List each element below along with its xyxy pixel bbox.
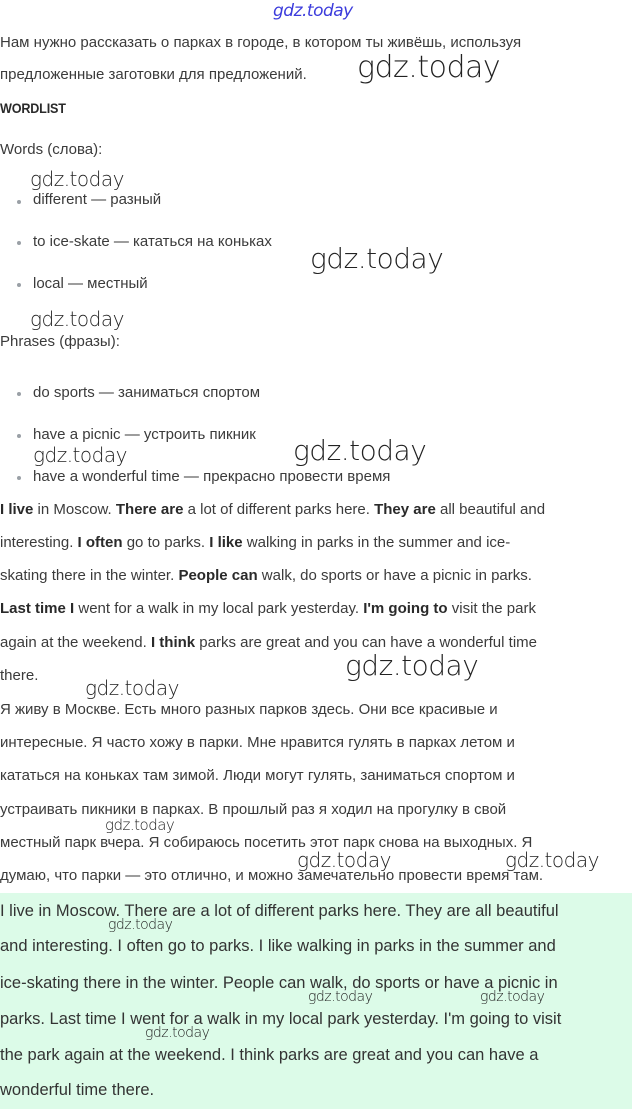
russian-line: местный парк вчера. Я собираюсь посетить этот парк снова на выходных. Я: [0, 834, 533, 851]
watermark: gdz.today: [357, 50, 501, 85]
watermark: gdz.today: [105, 816, 175, 834]
answer-line: ice-skating there in the winter. People can walk, do sports or have a picnic in: [0, 974, 558, 992]
bullet-icon: [17, 241, 21, 245]
russian-line: думаю, что парки — это отлично, и можно замечательно провести время там.: [0, 867, 544, 884]
answer-line: parks. Last time I went for a walk in my local park yesterday. I'm going to visit: [0, 1010, 562, 1028]
word-item: local — местный: [33, 275, 148, 292]
bold-phrase: Last time I: [0, 600, 75, 617]
english-line: [0, 566, 532, 586]
watermark: gdz.today: [108, 917, 173, 933]
text-segment: parks are great and you can have a wonderful time: [195, 634, 537, 651]
bold-phrase: They are: [374, 501, 436, 518]
bullet-icon: [17, 434, 21, 438]
words-label: Words (слова):: [0, 141, 103, 158]
watermark: gdz.today: [30, 307, 124, 331]
english-line: [0, 599, 536, 619]
watermark: gdz.today: [308, 989, 373, 1005]
text-segment: visit the park: [447, 600, 536, 617]
answer-line: and interesting. I often go to parks. I like walking in parks in the summer and: [0, 937, 556, 955]
bold-phrase: I'm going to: [363, 600, 448, 617]
intro-text-line: предложенные заготовки для предложений.: [0, 66, 307, 83]
bold-phrase: I live: [0, 501, 34, 518]
text-segment: in Moscow.: [33, 501, 116, 518]
watermark: gdz.today: [310, 242, 444, 275]
watermark: gdz.today: [273, 1, 353, 21]
watermark: gdz.today: [33, 443, 127, 467]
text-segment: interesting.: [0, 534, 78, 551]
word-item: to ice-skate — кататься на коньках: [33, 233, 272, 250]
watermark: gdz.today: [30, 167, 124, 191]
russian-line: Я живу в Москве. Есть много разных парков здесь. Они все красивые и: [0, 701, 498, 718]
watermark: gdz.today: [293, 434, 427, 467]
watermark: gdz.today: [345, 649, 479, 682]
russian-line: устраивать пикники в парках. В прошлый раз я ходил на прогулку в свой: [0, 801, 507, 818]
phrases-label: Phrases (фразы):: [0, 333, 120, 350]
watermark: gdz.today: [85, 676, 179, 700]
phrase-item: have a picnic — устроить пикник: [33, 426, 256, 443]
bullet-icon: [17, 392, 21, 396]
bullet-icon: [17, 200, 21, 204]
bold-phrase: I like: [209, 534, 243, 551]
watermark: gdz.today: [297, 848, 391, 872]
answer-line: wonderful time there.: [0, 1081, 155, 1099]
english-line: [0, 500, 545, 520]
watermark: gdz.today: [145, 1025, 210, 1041]
text-segment: again at the weekend.: [0, 634, 151, 651]
bold-phrase: I often: [77, 534, 123, 551]
text-segment: a lot of different parks here.: [183, 501, 375, 518]
bold-phrase: I think: [150, 634, 196, 651]
text-segment: went for a walk in my local park yesterday.: [74, 600, 364, 617]
answer-line: I live in Moscow. There are a lot of different parks here. They are all beautiful: [0, 902, 559, 920]
russian-line: кататься на коньках там зимой. Люди могут гулять, заниматься спортом и: [0, 767, 515, 784]
russian-line: интересные. Я часто хожу в парки. Мне нравится гулять в парках летом и: [0, 734, 515, 751]
bold-phrase: There are: [115, 501, 184, 518]
watermark: gdz.today: [480, 989, 545, 1005]
intro-text-line: Нам нужно рассказать о парках в городе, в котором ты живёшь, используя: [0, 34, 522, 51]
text-segment: all beautiful and: [435, 501, 546, 518]
text-segment: skating there in the winter.: [0, 567, 179, 584]
text-segment: walking in parks in the summer and ice-: [242, 534, 511, 551]
text-segment: there.: [0, 667, 39, 684]
text-segment: go to parks.: [122, 534, 210, 551]
word-item: different — разный: [33, 191, 162, 208]
bullet-icon: [17, 476, 21, 480]
bullet-icon: [17, 283, 21, 287]
wordlist-heading: WORDLIST: [0, 100, 66, 116]
english-line: [0, 533, 510, 553]
answer-line: the park again at the weekend. I think parks are great and you can have a: [0, 1046, 539, 1064]
phrase-item: do sports — заниматься спортом: [33, 384, 261, 401]
bold-phrase: People can: [178, 567, 258, 584]
watermark: gdz.today: [505, 848, 599, 872]
english-line: [0, 666, 38, 686]
answer-box: [0, 893, 632, 1109]
text-segment: walk, do sports or have a picnic in parks.: [257, 567, 532, 584]
phrase-item: have a wonderful time — прекрасно провести время: [33, 468, 391, 485]
